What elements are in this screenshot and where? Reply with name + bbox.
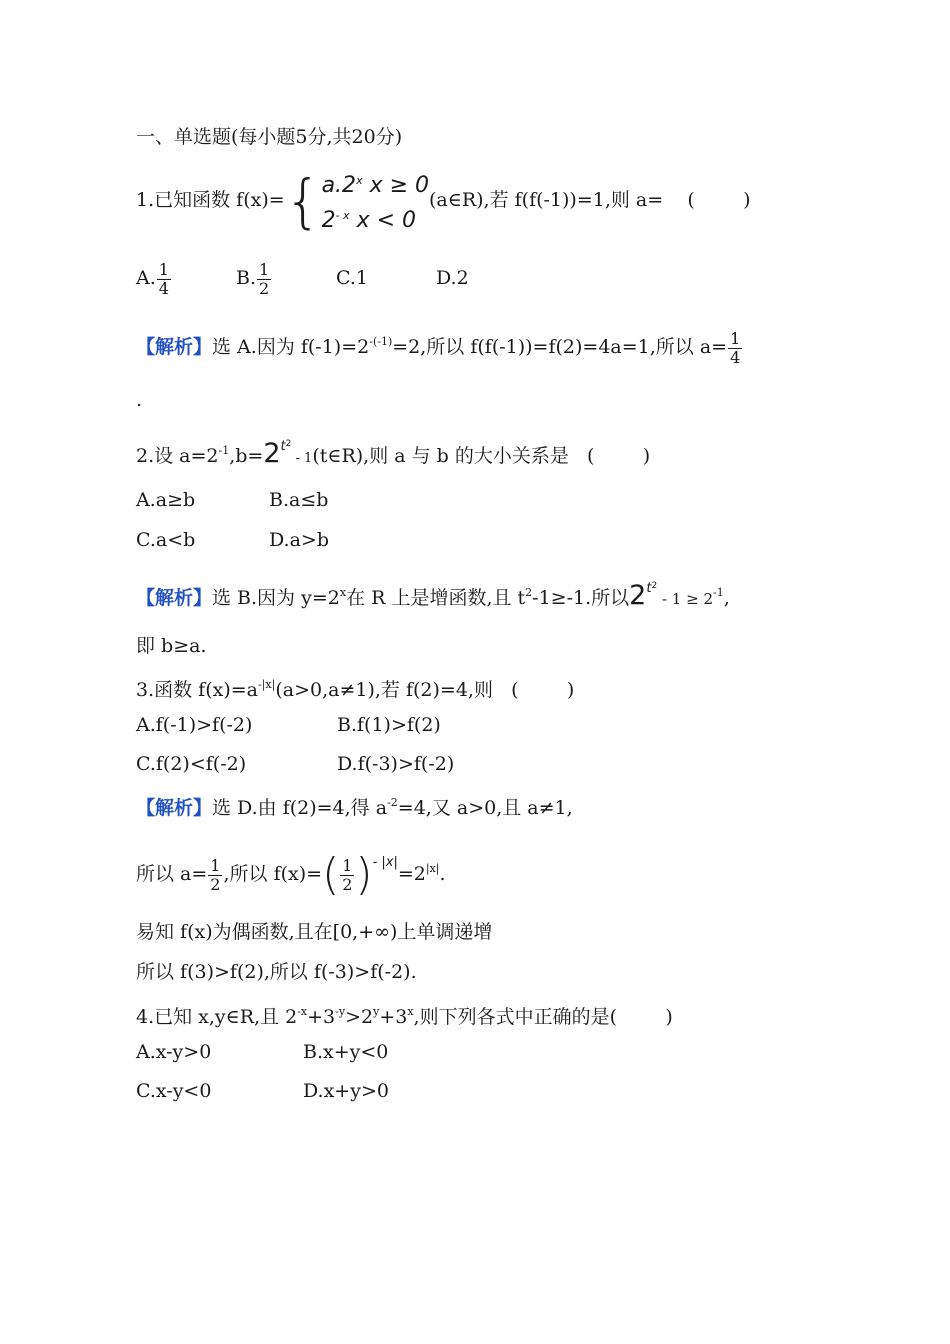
case2-exp: - x: [335, 209, 350, 222]
question-2: [136, 426, 651, 469]
q1-paren: ( ): [687, 189, 751, 211]
q1-options: [136, 254, 469, 302]
q4-option-d: D.x+y>0: [303, 1080, 389, 1102]
q1-option-b: B. $\frac{1}{2}$: [236, 259, 270, 298]
q3-analysis-line2: [136, 838, 446, 900]
q3-options-row2: [136, 752, 454, 776]
analysis-tag: 【解析】: [136, 336, 213, 358]
question-3: [136, 673, 574, 702]
analysis-tag: 【解析】: [136, 587, 213, 609]
q3-analysis-line3: 易知 f(x)为偶函数,且在[0,+∞)上单调递增: [136, 921, 493, 943]
q4-e1: -x: [297, 1005, 308, 1018]
q3-suffix: (a>0,a≠1),若 f(2)=4,则: [275, 679, 493, 701]
right-paren: ): [355, 849, 373, 900]
q3-option-b: B.f(1)>f(2): [337, 714, 441, 736]
q3-l2-exp2: |x|: [425, 862, 440, 875]
q4-t2: +3: [307, 1006, 336, 1028]
q3-options-row1: [136, 713, 441, 737]
case1-cond: x ≥ 0: [369, 173, 430, 198]
q2-paren: ( ): [586, 445, 651, 467]
case2-expr: 2: [321, 208, 336, 233]
q2-analysis-exp: x: [339, 586, 347, 599]
q2-conclusion: 即 b≥a.: [136, 635, 207, 657]
analysis-tag: 【解析】: [136, 797, 213, 819]
q3-exp: -|x|: [258, 678, 276, 691]
q2-option-b: B.a≤b: [269, 489, 329, 511]
q4-e3: y: [373, 1005, 380, 1018]
q3-option-a: A.f(-1)>f(-2): [136, 714, 253, 736]
q2-analysis-end: - 1 ≥ 2: [657, 590, 713, 608]
left-paren: (: [322, 849, 340, 900]
q2-exp1: -1: [218, 444, 230, 457]
q4-e4: x: [407, 1005, 414, 1018]
q1-analysis-exp: -(-1): [369, 335, 393, 348]
q4-paren: ( ): [609, 1006, 673, 1028]
q3-analysis-exp: -2: [387, 796, 398, 809]
q1-analysis: [136, 318, 743, 366]
q3-analysis: [136, 791, 573, 820]
q3-l2-end: .: [439, 863, 446, 885]
q4-option-b: B.x+y<0: [303, 1041, 389, 1063]
q2-analysis-t2: 2: [525, 586, 533, 599]
question-1: [136, 166, 751, 235]
q3-l2-pre: 所以 a=: [136, 863, 208, 885]
q4-text: 4.已知 x,y∈R,且 2: [136, 1006, 298, 1028]
q2-base: 2: [263, 438, 281, 469]
q4-options-row1: [136, 1040, 388, 1064]
question-4: [136, 1000, 673, 1029]
left-brace: {: [284, 167, 322, 235]
case1-exp: x: [356, 174, 363, 187]
q4-t3: >2: [345, 1006, 374, 1028]
q2-analysis: [136, 568, 730, 611]
q3-option-c: C.f(2)<f(-2): [136, 753, 247, 775]
q1-option-c: C.1: [336, 267, 368, 289]
case2-cond: x < 0: [356, 208, 416, 233]
q2-mid: ,b=: [229, 445, 264, 467]
q2-analysis-texp: t2: [646, 581, 658, 596]
q2-analysis-mid2: -1≥-1.所以: [532, 587, 630, 609]
q2-text: 2.设 a=2: [136, 445, 219, 467]
q2-options-row2: [136, 528, 329, 552]
q1-period: .: [136, 389, 143, 411]
q2-analysis-comma: ,: [723, 587, 730, 609]
q1-option-d: D.2: [436, 267, 469, 289]
q1-prefix: 1.已知函数 f(x)=: [136, 189, 285, 211]
q2-option-a: A.a≥b: [136, 489, 196, 511]
q3-text: 3.函数 f(x)=a: [136, 679, 258, 701]
q3-analysis-rest: =4,又 a>0,且 a≠1,: [397, 797, 573, 819]
q2-option-c: C.a<b: [136, 529, 196, 551]
q4-suffix: ,则下列各式中正确的是: [413, 1006, 610, 1028]
q4-option-a: A.x-y>0: [136, 1041, 212, 1063]
q3-analysis-text: 选 D.由 f(2)=4,得 a: [212, 797, 388, 819]
q2-minus: - 1: [291, 451, 313, 466]
q2-texp: t2: [280, 439, 292, 454]
q1-option-a: A. $\frac{1}{4}$: [136, 259, 169, 298]
q2-analysis-end-exp: -1: [712, 586, 724, 599]
q2-analysis-text: 选 B.因为 y=2: [212, 587, 340, 609]
section-title: [136, 125, 402, 149]
case1-expr: a.2: [321, 173, 357, 198]
q2-suffix: (t∈R),则 a 与 b 的大小关系是: [312, 445, 569, 467]
q3-a-fraction: $\frac{1}{2}$: [210, 855, 221, 894]
q1-analysis-text: 选 A.因为 f(-1)=2: [212, 336, 370, 358]
q2-analysis-base: 2: [629, 580, 647, 611]
q4-e2: -y: [335, 1005, 346, 1018]
q4-t4: +3: [379, 1006, 408, 1028]
section-title-text: 一、单选题(每小题5分,共20分): [136, 126, 403, 148]
q3-option-d: D.f(-3)>f(-2): [337, 753, 455, 775]
q2-analysis-mid: 在 R 上是增函数,且 t: [346, 587, 526, 609]
q3-l2-eq: =2: [397, 863, 426, 885]
piecewise-function: [322, 166, 429, 236]
q4-option-c: C.x-y<0: [136, 1080, 212, 1102]
q1-suffix: (a∈R),若 f(f(-1))=1,则 a=: [429, 189, 664, 211]
q3-base-fraction: $\frac{1}{2}$: [342, 855, 353, 894]
q1-answer-fraction: $\frac{1}{4}$: [730, 328, 741, 367]
q1-analysis-rest: =2,所以 f(f(-1))=f(2)=4a=1,所以 a=: [392, 336, 728, 358]
q3-paren: ( ): [511, 679, 575, 701]
q3-analysis-line4: 所以 f(3)>f(2),所以 f(-3)>f(-2).: [136, 961, 417, 983]
q3-l2-exp: - |x|: [372, 855, 398, 870]
q2-options-row1: [136, 488, 328, 512]
q3-l2-mid: ,所以 f(x)=: [223, 863, 323, 885]
q2-option-d: D.a>b: [269, 529, 330, 551]
q4-options-row2: [136, 1079, 389, 1103]
